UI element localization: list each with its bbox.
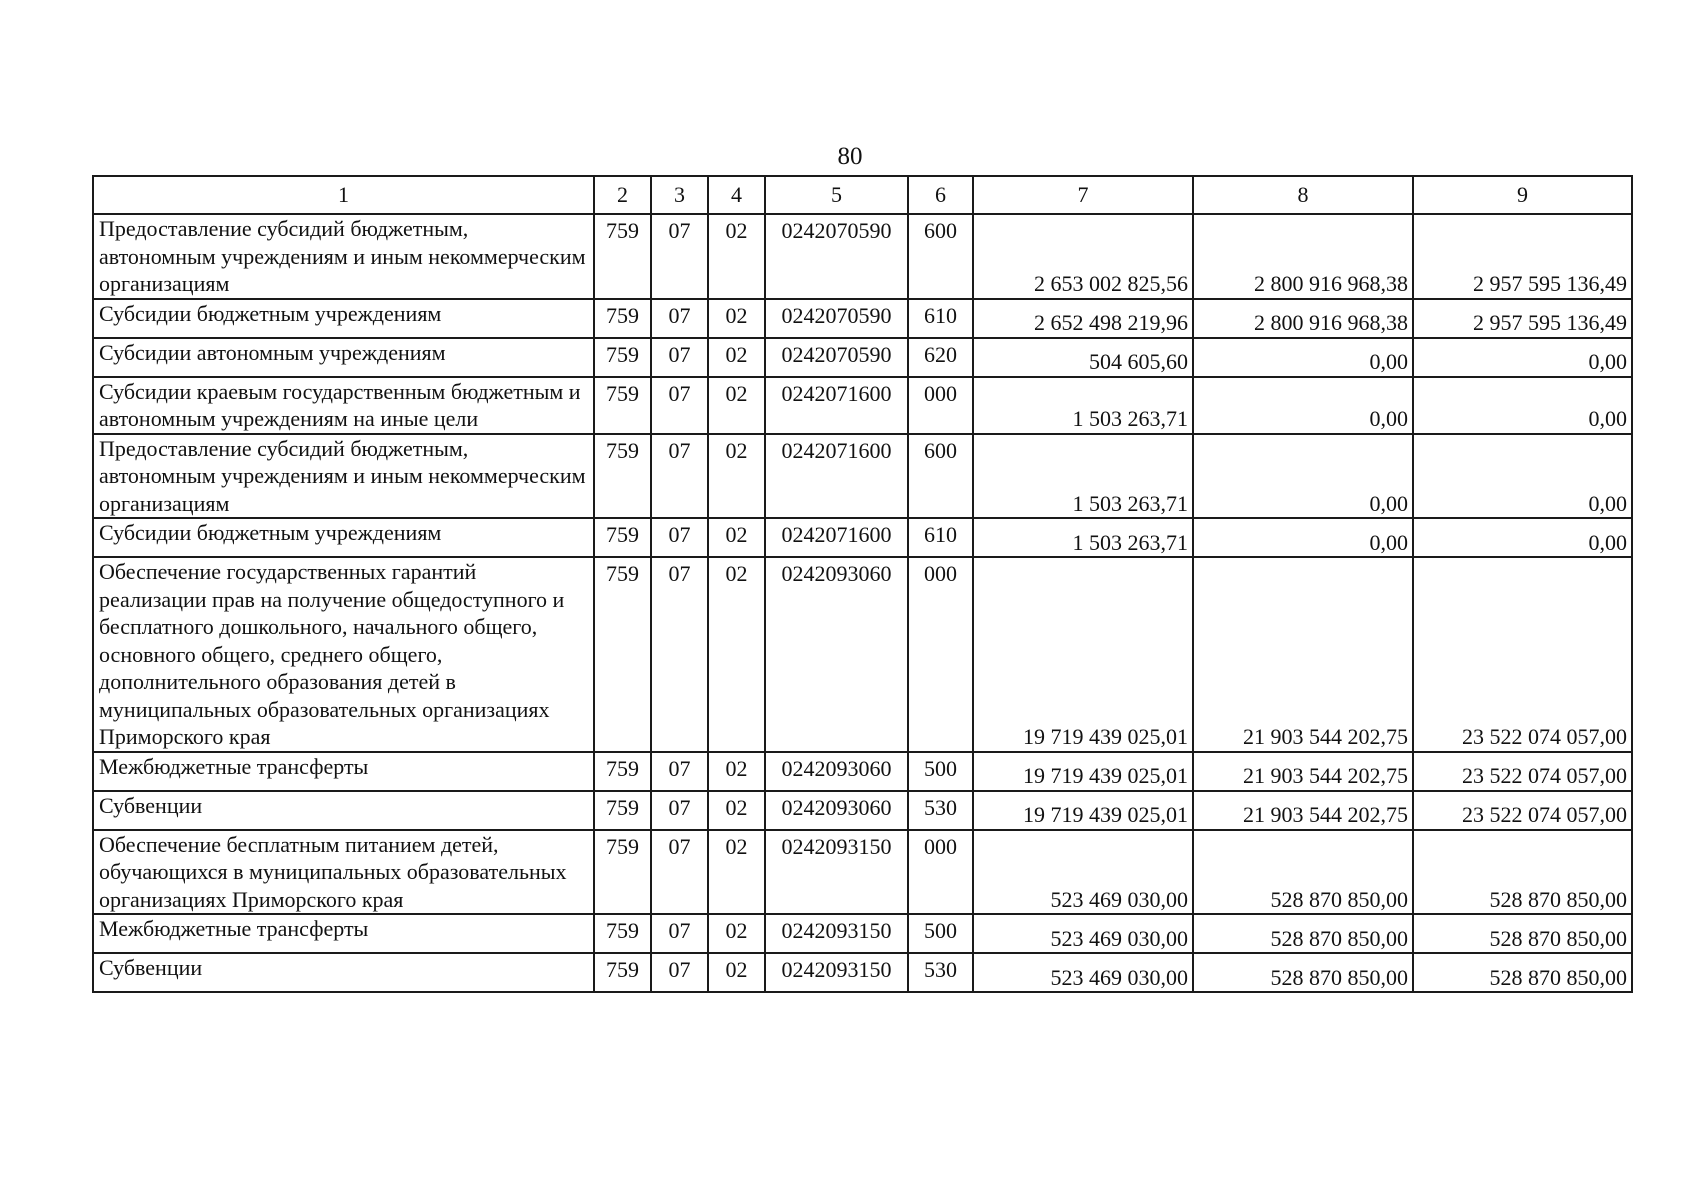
code-target-item: 0242093150 [765,953,908,992]
amount-col7: 19 719 439 025,01 [973,557,1193,752]
amount-col8: 528 870 850,00 [1193,953,1413,992]
amount-col8: 0,00 [1193,518,1413,557]
row-name: Межбюджетные трансферты [93,752,594,791]
code-expense-type: 600 [908,434,973,519]
row-name: Субсидии краевым государственным бюджетным и автономным учреждениям на иные цели [93,377,594,434]
code-expense-type: 530 [908,791,973,830]
code-section: 07 [651,914,708,953]
table-row [93,299,1632,338]
table-header-row [93,176,1632,214]
code-main-admin: 759 [594,434,651,519]
code-target-item: 0242093060 [765,752,908,791]
row-name: Субвенции [93,953,594,992]
table-row [93,518,1632,557]
code-section: 07 [651,518,708,557]
code-subsection: 02 [708,338,765,377]
code-subsection: 02 [708,830,765,915]
table-row [93,338,1632,377]
code-expense-type: 610 [908,518,973,557]
code-expense-type: 000 [908,557,973,752]
row-name: Субсидии автономным учреждениям [93,338,594,377]
code-section: 07 [651,299,708,338]
column-header: 3 [651,176,708,214]
code-main-admin: 759 [594,338,651,377]
amount-col7: 523 469 030,00 [973,830,1193,915]
budget-table [92,175,1633,993]
table-row [93,752,1632,791]
table-row [93,914,1632,953]
amount-col7: 1 503 263,71 [973,518,1193,557]
amount-col8: 0,00 [1193,434,1413,519]
row-name: Субсидии бюджетным учреждениям [93,518,594,557]
row-name: Обеспечение государственных гарантий реализации прав на получение общедоступного и бесплатного дошкольного, начального общего, основного общего, среднего общего, дополнительного образования детей в муниципальных образовательных организациях Приморского края [93,557,594,752]
amount-col9: 23 522 074 057,00 [1413,752,1632,791]
amount-col9: 0,00 [1413,434,1632,519]
table-row [93,377,1632,434]
code-section: 07 [651,434,708,519]
code-subsection: 02 [708,434,765,519]
amount-col7: 2 652 498 219,96 [973,299,1193,338]
code-main-admin: 759 [594,377,651,434]
amount-col7: 19 719 439 025,01 [973,752,1193,791]
code-expense-type: 500 [908,914,973,953]
code-expense-type: 500 [908,752,973,791]
table-row [93,830,1632,915]
code-section: 07 [651,377,708,434]
amount-col8: 528 870 850,00 [1193,914,1413,953]
code-target-item: 0242071600 [765,518,908,557]
table-row [93,214,1632,299]
amount-col7: 19 719 439 025,01 [973,791,1193,830]
code-main-admin: 759 [594,914,651,953]
table-row [93,434,1632,519]
code-expense-type: 600 [908,214,973,299]
code-subsection: 02 [708,752,765,791]
amount-col8: 0,00 [1193,338,1413,377]
code-subsection: 02 [708,214,765,299]
amount-col9: 0,00 [1413,338,1632,377]
code-expense-type: 530 [908,953,973,992]
amount-col9: 0,00 [1413,518,1632,557]
amount-col8: 0,00 [1193,377,1413,434]
code-expense-type: 620 [908,338,973,377]
amount-col9: 528 870 850,00 [1413,914,1632,953]
amount-col9: 2 957 595 136,49 [1413,214,1632,299]
amount-col8: 2 800 916 968,38 [1193,299,1413,338]
amount-col8: 2 800 916 968,38 [1193,214,1413,299]
column-header: 8 [1193,176,1413,214]
code-section: 07 [651,752,708,791]
code-main-admin: 759 [594,752,651,791]
amount-col7: 523 469 030,00 [973,953,1193,992]
code-target-item: 0242093150 [765,830,908,915]
code-section: 07 [651,791,708,830]
code-subsection: 02 [708,791,765,830]
code-target-item: 0242093060 [765,791,908,830]
amount-col9: 23 522 074 057,00 [1413,791,1632,830]
row-name: Обеспечение бесплатным питанием детей, обучающихся в муниципальных образовательных организациях Приморского края [93,830,594,915]
code-main-admin: 759 [594,953,651,992]
amount-col9: 23 522 074 057,00 [1413,557,1632,752]
amount-col9: 2 957 595 136,49 [1413,299,1632,338]
amount-col8: 21 903 544 202,75 [1193,752,1413,791]
row-name: Субвенции [93,791,594,830]
code-subsection: 02 [708,914,765,953]
table-row [93,791,1632,830]
code-main-admin: 759 [594,299,651,338]
amount-col9: 0,00 [1413,377,1632,434]
table-row [93,557,1632,752]
page-number: 80 [837,143,863,170]
amount-col8: 21 903 544 202,75 [1193,557,1413,752]
code-expense-type: 610 [908,299,973,338]
column-header: 6 [908,176,973,214]
code-main-admin: 759 [594,557,651,752]
amount-col7: 523 469 030,00 [973,914,1193,953]
code-section: 07 [651,338,708,377]
column-header: 2 [594,176,651,214]
code-section: 07 [651,557,708,752]
code-section: 07 [651,953,708,992]
amount-col7: 504 605,60 [973,338,1193,377]
column-header: 7 [973,176,1193,214]
column-header: 1 [93,176,594,214]
code-subsection: 02 [708,518,765,557]
code-expense-type: 000 [908,377,973,434]
code-target-item: 0242070590 [765,214,908,299]
code-section: 07 [651,214,708,299]
code-target-item: 0242070590 [765,338,908,377]
row-name: Субсидии бюджетным учреждениям [93,299,594,338]
code-subsection: 02 [708,557,765,752]
row-name: Межбюджетные трансферты [93,914,594,953]
code-target-item: 0242071600 [765,434,908,519]
row-name: Предоставление субсидий бюджетным, автономным учреждениям и иным некоммерческим организациям [93,434,594,519]
code-subsection: 02 [708,377,765,434]
amount-col7: 2 653 002 825,56 [973,214,1193,299]
code-subsection: 02 [708,299,765,338]
code-main-admin: 759 [594,791,651,830]
table-row [93,953,1632,992]
code-target-item: 0242070590 [765,299,908,338]
code-main-admin: 759 [594,830,651,915]
code-target-item: 0242093150 [765,914,908,953]
column-header: 9 [1413,176,1632,214]
amount-col9: 528 870 850,00 [1413,953,1632,992]
code-target-item: 0242071600 [765,377,908,434]
amount-col7: 1 503 263,71 [973,377,1193,434]
amount-col9: 528 870 850,00 [1413,830,1632,915]
code-subsection: 02 [708,953,765,992]
amount-col7: 1 503 263,71 [973,434,1193,519]
code-main-admin: 759 [594,214,651,299]
code-main-admin: 759 [594,518,651,557]
row-name: Предоставление субсидий бюджетным, автономным учреждениям и иным некоммерческим организациям [93,214,594,299]
amount-col8: 528 870 850,00 [1193,830,1413,915]
code-target-item: 0242093060 [765,557,908,752]
code-section: 07 [651,830,708,915]
amount-col8: 21 903 544 202,75 [1193,791,1413,830]
column-header: 4 [708,176,765,214]
code-expense-type: 000 [908,830,973,915]
column-header: 5 [765,176,908,214]
